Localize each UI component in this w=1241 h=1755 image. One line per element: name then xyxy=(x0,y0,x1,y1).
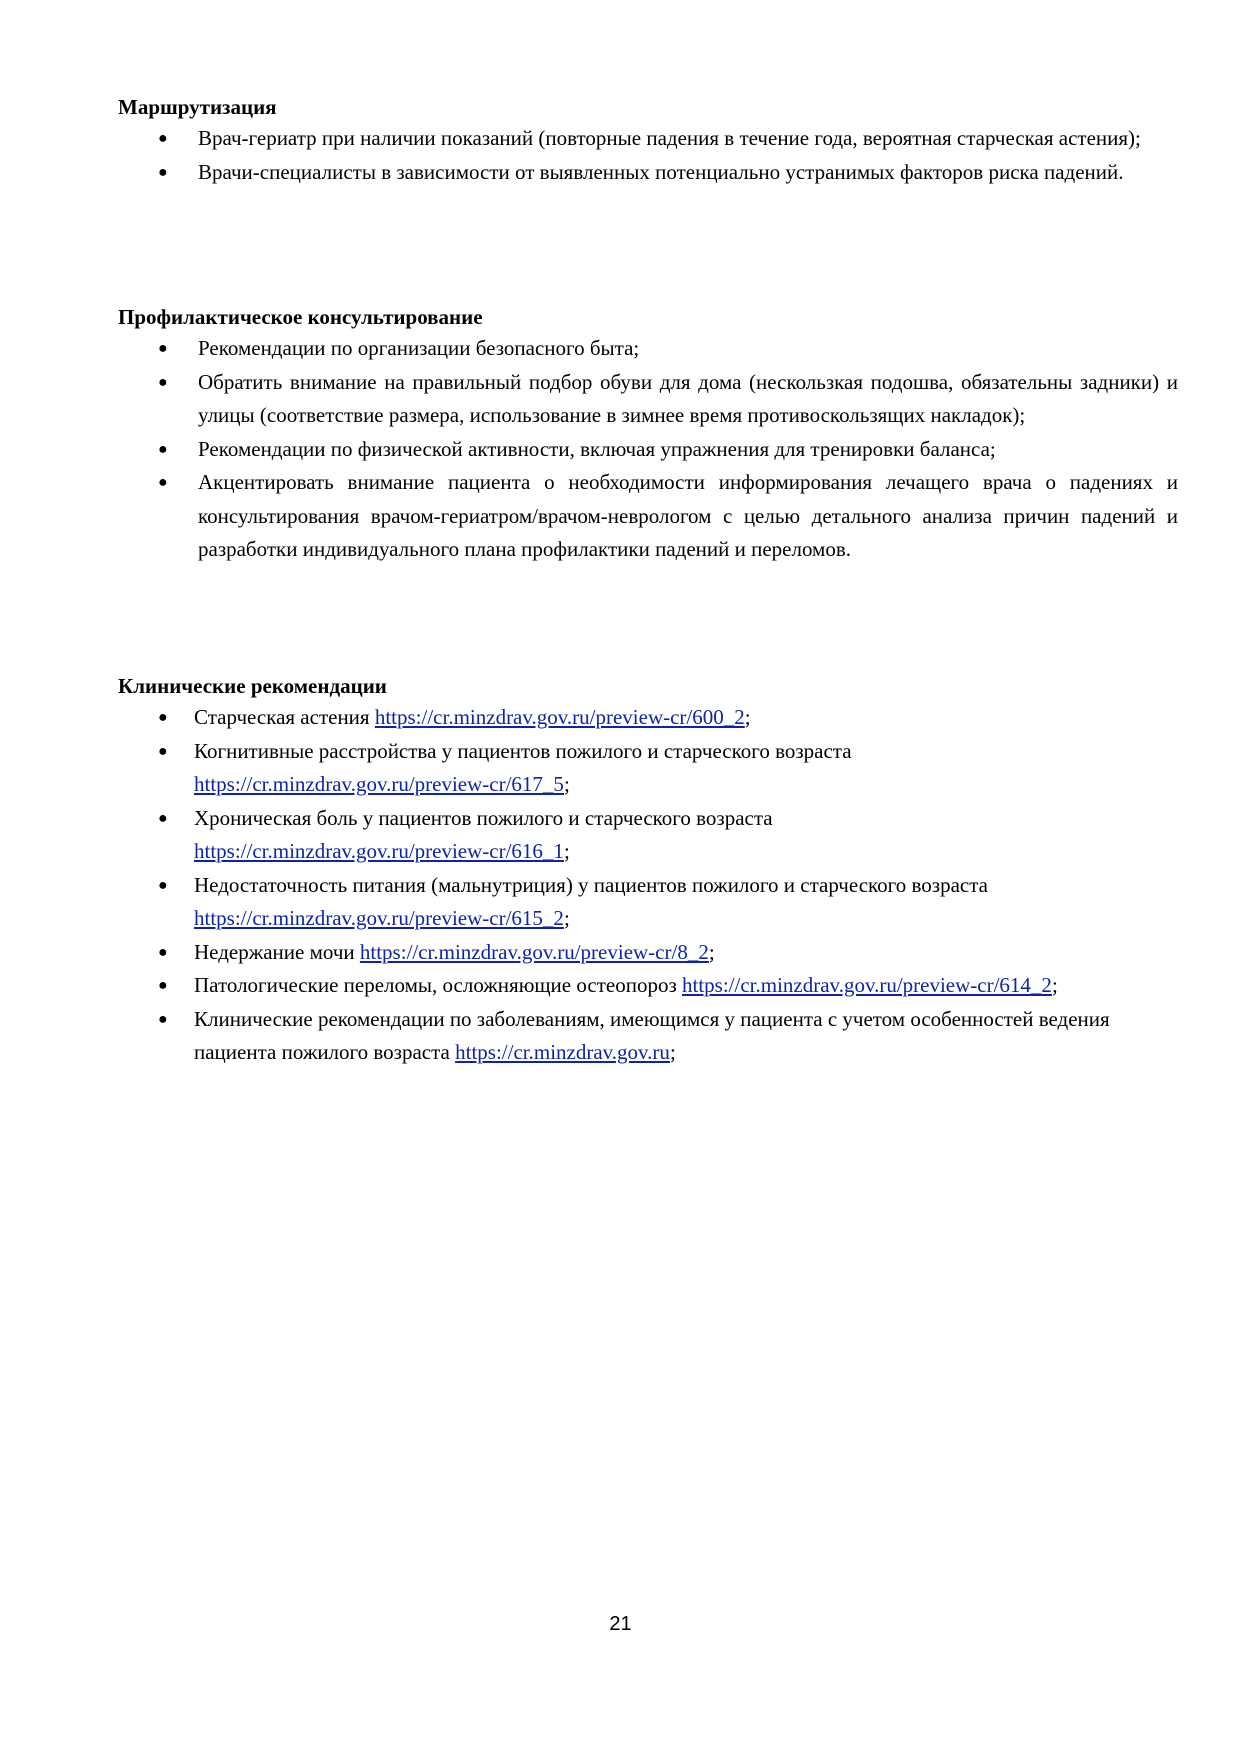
guideline-link[interactable]: https://cr.minzdrav.gov.ru xyxy=(455,1040,670,1064)
list-item xyxy=(118,366,1178,433)
bullet-icon: ● xyxy=(158,943,168,961)
guideline-suffix: ; xyxy=(563,772,570,796)
section-title-routing: Маршрутизация xyxy=(118,95,277,119)
guideline-link[interactable]: https://cr.minzdrav.gov.ru/preview-cr/8_2 xyxy=(359,939,709,964)
bullet-icon: ● xyxy=(158,809,168,827)
guideline-link[interactable]: https://cr.minzdrav.gov.ru/preview-cr/614_2 xyxy=(682,973,1052,997)
guideline-item xyxy=(118,701,1178,735)
list-item-text: Рекомендации по организации безопасного быта; xyxy=(198,336,640,360)
guideline-suffix: ; xyxy=(1051,973,1058,997)
bullet-icon: ● xyxy=(158,742,168,760)
list-item-text: Акцентировать внимание пациента о необходимости информирования лечащего врача о падениях и консультирования врачом-гериатром/врачом-неврологом с целью детального анализа причин падений и разработки индивидуального плана профилактики падений и переломов. xyxy=(198,470,1178,561)
guideline-item xyxy=(118,1003,1178,1070)
section-title-counseling: Профилактическое консультирование xyxy=(118,305,483,329)
guideline-link[interactable]: https://cr.minzdrav.gov.ru/preview-cr/615_2 xyxy=(194,906,564,930)
section-guidelines xyxy=(118,671,1178,1070)
counseling-list xyxy=(118,332,1178,567)
guideline-suffix: ; xyxy=(669,1040,676,1064)
guideline-link[interactable]: https://cr.minzdrav.gov.ru/preview-cr/600_2 xyxy=(374,705,745,729)
guideline-title: Недостаточность питания (мальнутриция) у пациентов пожилого и старческого возраста xyxy=(194,872,988,897)
section-counseling xyxy=(118,302,1178,567)
bullet-icon: ● xyxy=(158,474,168,491)
guideline-title: Хроническая боль у пациентов пожилого и старческого возраста xyxy=(194,805,773,830)
guideline-item xyxy=(118,936,1178,970)
guideline-item xyxy=(118,969,1178,1003)
list-item-text: Рекомендации по физической активности, включая упражнения для тренировки баланса; xyxy=(198,436,996,461)
guideline-item xyxy=(118,802,1178,869)
page-number: 21 xyxy=(609,1613,632,1635)
list-item-text: Врач-гериатр при наличии показаний (повторные падения в течение года, вероятная старческая астения); xyxy=(198,126,1141,150)
guideline-title: Патологические переломы, осложняющие остеопороз xyxy=(194,973,682,997)
section-title-guidelines: Клинические рекомендации xyxy=(118,674,387,698)
bullet-icon: ● xyxy=(158,440,168,458)
list-item xyxy=(118,156,1178,190)
guideline-suffix: ; xyxy=(744,705,751,729)
guideline-suffix: ; xyxy=(563,839,570,863)
guideline-title: Недержание мочи xyxy=(194,939,360,964)
bullet-icon: ● xyxy=(158,163,168,181)
bullet-icon: ● xyxy=(158,340,168,357)
guideline-item xyxy=(118,869,1178,936)
guideline-link[interactable]: https://cr.minzdrav.gov.ru/preview-cr/616_1 xyxy=(194,839,564,863)
bullet-icon: ● xyxy=(158,977,168,994)
list-item-text: Врачи-специалисты в зависимости от выявленных потенциально устранимых факторов риска падений. xyxy=(198,159,1124,184)
bullet-icon: ● xyxy=(158,130,168,147)
guideline-suffix: ; xyxy=(563,906,570,930)
guidelines-list xyxy=(118,701,1178,1070)
list-item xyxy=(118,466,1178,567)
bullet-icon: ● xyxy=(158,373,168,391)
routing-list xyxy=(118,122,1178,189)
bullet-icon: ● xyxy=(158,709,168,726)
guideline-title: Клинические рекомендации по заболеваниям, имеющимся у пациента с учетом особенностей ведения пациента пожилого возраста xyxy=(194,1006,1110,1064)
guideline-title: Старческая астения xyxy=(194,705,375,729)
bullet-icon: ● xyxy=(158,876,168,894)
section-routing xyxy=(118,92,1178,189)
list-item xyxy=(118,122,1178,156)
guideline-title: Когнитивные расстройства у пациентов пожилого и старческого возраста xyxy=(194,738,852,763)
guideline-link[interactable]: https://cr.minzdrav.gov.ru/preview-cr/617_5 xyxy=(194,772,564,796)
guideline-item xyxy=(118,735,1178,802)
guideline-suffix: ; xyxy=(708,939,715,964)
list-item xyxy=(118,433,1178,467)
list-item-text: Обратить внимание на правильный подбор обуви для дома (нескользкая подошва, обязательны задники) и улицы (соответствие размера, использование в зимнее время противоскользящих накладок); xyxy=(198,369,1178,427)
bullet-icon: ● xyxy=(158,1010,168,1028)
list-item xyxy=(118,332,1178,366)
